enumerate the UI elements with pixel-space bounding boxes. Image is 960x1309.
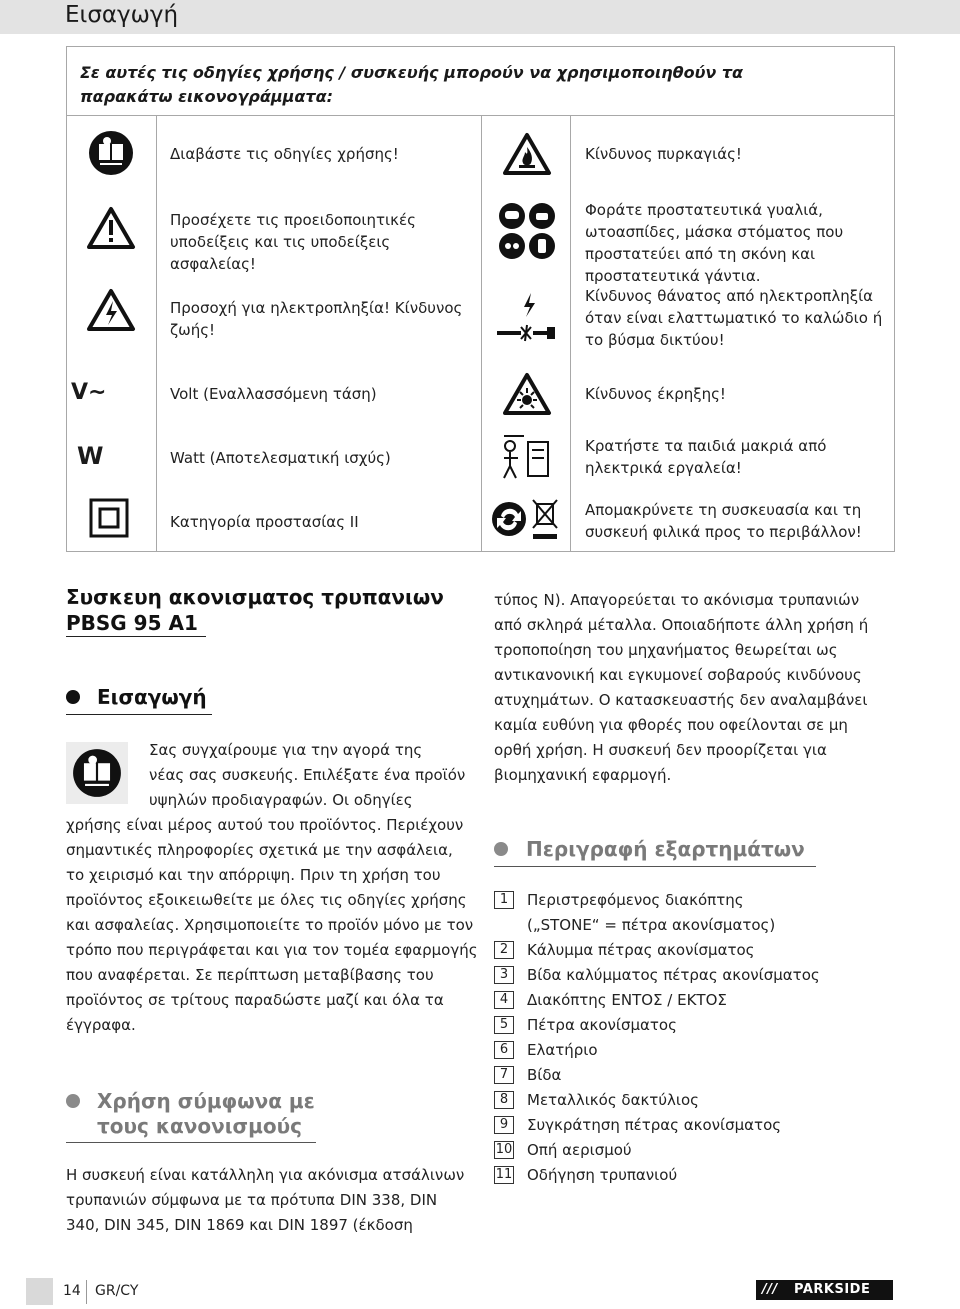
text-line: Σας συγχαίρουμε για την αγορά της xyxy=(149,741,423,759)
legend-text: Διαβάστε τις οδηγίες χρήσης! xyxy=(170,145,399,163)
text-line: που αναφέρεται. Σε περίπτωση μεταβίβασης του xyxy=(66,966,434,984)
text-line: αντικανονική και εγκυμονεί σοβαρούς κινδύνους xyxy=(494,666,862,684)
product-title-line: Συσκευη ακονισματος τρυπανιων xyxy=(66,585,444,609)
text-line: υψηλών προδιαγραφών. Οι οδηγίες xyxy=(149,791,413,809)
intended-use-paragraph-left xyxy=(66,1163,464,1238)
legend-divider xyxy=(570,116,571,551)
intended-use-heading xyxy=(97,1089,315,1139)
part-label: Βίδα xyxy=(527,1066,562,1084)
legend-text: Προσοχή για ηλεκτροπληξία! Κίνδυνος ζωής! xyxy=(170,299,463,339)
text-line: ορθή χρήση. Η συσκευή δεν προορίζεται για xyxy=(494,741,827,759)
legend-text: Κατηγορία προστασίας II xyxy=(170,513,359,531)
heading-underline xyxy=(66,714,212,715)
part-label: Διακόπτης ΕΝΤΟΣ / ΕΚΤΟΣ xyxy=(527,991,727,1009)
legend-divider xyxy=(156,116,157,551)
intro-heading: Εισαγωγή xyxy=(97,685,207,709)
legend-divider xyxy=(481,116,482,551)
text-line: και ασφαλείας. Χρησιμοποιείτε το προϊόν μόνο με τον xyxy=(66,916,474,934)
part-number: 4 xyxy=(494,991,514,1009)
product-model: PBSG 95 A1 xyxy=(66,611,198,635)
fire-hazard-icon xyxy=(487,129,567,179)
legend-text: Φοράτε προστατευτικά γυαλιά, ωτοασπίδες, μάσκα στόματος που προστατεύει από τη σκόνη και προστατευτικά γάντια. xyxy=(585,201,844,285)
part-number: 3 xyxy=(494,966,514,984)
recycling-icon xyxy=(487,493,567,545)
section-bullet xyxy=(66,690,80,704)
footer-marker xyxy=(26,1278,53,1305)
text-line: Η συσκευή είναι κατάλληλη για ακόνισμα ατσάλινων xyxy=(66,1166,465,1184)
text-line: 340, DIN 345, DIN 1869 και DIN 1897 (έκδοση xyxy=(66,1216,413,1234)
text-line: τρυπανιών σύμφωνα με τα πρότυπα DIN 338, DIN xyxy=(66,1191,438,1209)
section-bullet xyxy=(494,842,508,856)
watt-symbol: W xyxy=(77,442,104,470)
text-line: σημαντικές πληροφορίες σχετικά με την ασφάλεια, xyxy=(66,841,453,859)
part-label-continuation: („STONE“ = πέτρα ακονίσματος) xyxy=(527,916,776,934)
brand-logo xyxy=(756,1280,893,1300)
electric-shock-icon xyxy=(79,275,143,345)
part-label: Συγκράτηση πέτρας ακονίσματος xyxy=(527,1116,782,1134)
warning-triangle-icon xyxy=(79,195,143,261)
text-line: ατυχημάτων. Ο κατασκευαστής δεν αναλαμβάνει xyxy=(494,691,868,709)
text-line: τροποποίηση του μηχανήματος θεωρείται ως xyxy=(494,641,838,659)
text-line: το χειρισμό και την απόρριψη. Πριν τη χρήση του xyxy=(66,866,441,884)
ppe-icon xyxy=(487,197,567,265)
footer-divider xyxy=(86,1280,87,1304)
part-number: 8 xyxy=(494,1091,514,1109)
text-line: χρήσης είναι μέρος αυτού του προϊόντος. Περιέχουν xyxy=(66,816,464,834)
heading-line: Χρήση σύμφωνα με xyxy=(97,1089,315,1113)
part-number: 7 xyxy=(494,1066,514,1084)
intro-paragraph xyxy=(66,813,478,1038)
heading-underline xyxy=(494,866,816,867)
heading-line: τους κανονισμούς xyxy=(97,1114,302,1138)
text-line: τύπος N). Απαγορεύεται το ακόνισμα τρυπανιών xyxy=(494,591,860,609)
legend-heading: Σε αυτές τις οδηγίες χρήσης / συσκευής μπορούν να χρησιμοποιηθούν τα παρακάτω εικονογράμματα: xyxy=(80,63,744,106)
part-label: Οπή αερισμού xyxy=(527,1141,632,1159)
product-title xyxy=(66,584,444,636)
brand-name: PARKSIDE xyxy=(794,1282,871,1297)
legend-text: Κίνδυνος πυρκαγιάς! xyxy=(585,145,742,163)
legend-text: Κίνδυνος έκρηξης! xyxy=(585,385,726,403)
part-number: 10 xyxy=(495,1142,513,1157)
part-number: 6 xyxy=(494,1041,514,1059)
brand-stripes: /// xyxy=(762,1282,778,1297)
legend-text: Κρατήστε τα παιδιά μακριά από ηλεκτρικά εργαλεία! xyxy=(585,437,827,477)
page-header-title: Εισαγωγή xyxy=(65,2,179,28)
part-number: 2 xyxy=(494,941,514,959)
intended-use-paragraph-right xyxy=(494,588,868,788)
heading-underline xyxy=(66,1142,316,1143)
part-number: 1 xyxy=(494,891,514,909)
part-number: 9 xyxy=(494,1116,514,1134)
part-label: Οδήγηση τρυπανιού xyxy=(527,1166,678,1184)
part-label: Πέτρα ακονίσματος xyxy=(527,1016,677,1034)
parts-heading: Περιγραφή εξαρτημάτων xyxy=(526,837,805,861)
text-line: προϊόντος εξοικειωθείτε με όλες τις οδηγίες χρήσης xyxy=(66,891,467,909)
page-number: 14 xyxy=(63,1283,81,1299)
text-line: προϊόντος σε τρίτους παραδώστε μαζί και όλα τα xyxy=(66,991,444,1009)
text-line: νέας σας συσκευής. Επιλέξατε ένα προϊόν xyxy=(149,766,466,784)
title-underline xyxy=(66,636,206,637)
part-number: 5 xyxy=(494,1016,514,1034)
part-label: Κάλυμμα πέτρας ακονίσματος xyxy=(527,941,755,959)
text-line: τρόπο που περιγράφεται και για τον τομέα εφαρμογής xyxy=(66,941,478,959)
text-line: από σκληρά μέταλλα. Οποιαδήποτε άλλη χρήση ή xyxy=(494,616,869,634)
legend-text: Volt (Εναλλασσόμενη τάση) xyxy=(170,385,377,403)
volt-ac-symbol: V~ xyxy=(71,379,107,405)
legend-heading-row xyxy=(67,47,894,116)
damaged-cable-icon xyxy=(487,283,567,353)
section-bullet xyxy=(66,1094,80,1108)
text-line: έγγραφα. xyxy=(66,1016,136,1034)
pictogram-legend-table xyxy=(66,46,895,552)
protection-class-ii-icon xyxy=(79,493,139,543)
part-label: Βίδα καλύμματος πέτρας ακονίσματος xyxy=(527,966,820,984)
read-manual-icon xyxy=(79,127,143,179)
part-label: Περιστρεφόμενος διακόπτης xyxy=(527,891,744,909)
intro-paragraph-top xyxy=(149,738,465,813)
read-manual-icon xyxy=(66,742,128,804)
legend-text: Προσέχετε τις προειδοποιητικές υποδείξεις και τις υποδείξεις ασφαλείας! xyxy=(170,211,416,273)
part-label: Ελατήριο xyxy=(527,1041,598,1059)
keep-children-away-icon xyxy=(487,425,567,487)
legend-text: Watt (Αποτελεσματική ισχύς) xyxy=(170,449,391,467)
text-line: καμία ευθύνη για φθορές που οφείλονται σε μη xyxy=(494,716,848,734)
language-code: GR/CY xyxy=(95,1283,139,1299)
text-line: βιομηχανική εφαρμογή. xyxy=(494,766,672,784)
legend-text: Απομακρύνετε τη συσκευασία και τη συσκευή φιλικά προς το περιβάλλον! xyxy=(585,501,862,541)
legend-text: Κίνδυνος θάνατος από ηλεκτροπληξία όταν είναι ελαττωματικό το καλώδιο ή το βύσμα δικτύου! xyxy=(585,287,883,349)
part-number: 11 xyxy=(495,1167,513,1182)
part-label: Μεταλλικός δακτύλιος xyxy=(527,1091,699,1109)
explosion-hazard-icon xyxy=(487,369,567,419)
